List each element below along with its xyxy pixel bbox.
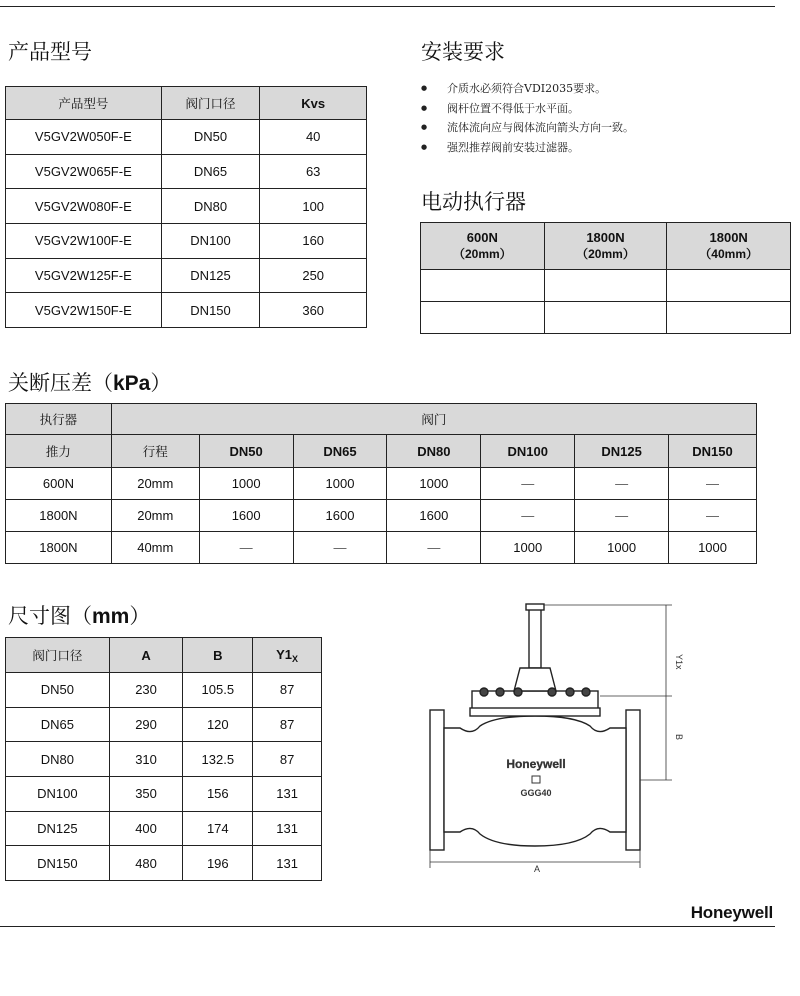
pressure-value-cell: 1600 xyxy=(387,500,481,532)
table-row xyxy=(6,120,367,155)
y1-label: Y1 xyxy=(276,646,293,662)
model-section-title: 产品型号 xyxy=(8,40,92,64)
pressure-value-cell: — xyxy=(669,500,757,532)
pressure-title-end: ） xyxy=(150,371,172,395)
pressure-value-cell: 1000 xyxy=(575,532,669,564)
dn-header: DN100 xyxy=(481,435,575,468)
pressure-value-cell: — xyxy=(575,500,669,532)
table-cell: DN80 xyxy=(161,189,260,224)
table-cell: V5GV2W125F-E xyxy=(6,258,162,293)
list-item: ● 阀杆位置不得低于水平面。 xyxy=(421,99,781,119)
pressure-value-cell: — xyxy=(293,532,387,564)
dn-header: DN80 xyxy=(387,435,481,468)
bottom-rule xyxy=(0,926,775,927)
model-table xyxy=(5,86,367,328)
table-cell: 196 xyxy=(183,846,253,881)
actuator-header xyxy=(667,223,791,270)
table-cell: V5GV2W100F-E xyxy=(6,224,162,259)
y1-subscript: X xyxy=(292,653,299,664)
dimension-title-end: ） xyxy=(129,604,151,628)
table-row xyxy=(6,468,757,500)
table-cell: 131 xyxy=(253,811,322,846)
actuator-label: 执行器 xyxy=(6,404,112,435)
table-cell: V5GV2W050F-E xyxy=(6,120,162,155)
pressure-value-cell: — xyxy=(199,532,293,564)
pressure-value-cell: — xyxy=(481,500,575,532)
install-section-title: 安装要求 xyxy=(421,40,505,64)
table-cell: DN50 xyxy=(6,673,110,708)
table-row xyxy=(6,811,322,846)
table-cell: 63 xyxy=(260,154,367,189)
table-cell: 350 xyxy=(109,777,183,812)
table-cell: 132.5 xyxy=(183,742,253,777)
table-cell: 250 xyxy=(260,258,367,293)
table-row xyxy=(6,707,322,742)
dimension-header: A xyxy=(109,638,183,673)
table-cell: DN65 xyxy=(161,154,260,189)
pressure-title-unit: kPa xyxy=(113,372,151,395)
stroke-label: 行程 xyxy=(111,435,199,468)
dimension-b-label: B xyxy=(674,734,684,741)
model-header: 阀门口径 xyxy=(161,87,260,120)
table-row xyxy=(6,224,367,259)
right-flange xyxy=(626,710,640,850)
table-cell: DN100 xyxy=(6,777,110,812)
pressure-table xyxy=(5,403,757,564)
actuator-force: 1800N xyxy=(709,230,748,245)
pressure-value-cell: 1000 xyxy=(387,468,481,500)
thrust-cell: 600N xyxy=(6,468,112,500)
table-row xyxy=(6,742,322,777)
pressure-section-title xyxy=(8,367,171,397)
pressure-value-cell: — xyxy=(481,468,575,500)
honeywell-logo: Honeywell xyxy=(690,903,773,922)
valve-stem xyxy=(529,608,541,668)
drawing-material: GGG40 xyxy=(520,788,552,798)
table-cell: 100 xyxy=(260,189,367,224)
valve-body xyxy=(444,716,626,846)
table-cell: DN100 xyxy=(161,224,260,259)
table-cell: 310 xyxy=(109,742,183,777)
model-header: 产品型号 xyxy=(6,87,162,120)
table-row xyxy=(6,532,757,564)
dimension-section-title xyxy=(8,600,150,630)
table-row xyxy=(6,846,322,881)
valve-label: 阀门 xyxy=(111,404,756,435)
table-cell: DN125 xyxy=(6,811,110,846)
stroke-cell: 20mm xyxy=(111,468,199,500)
thrust-cell: 1800N xyxy=(6,500,112,532)
table-cell: V5GV2W150F-E xyxy=(6,293,162,328)
actuator-table xyxy=(420,222,791,334)
table-row xyxy=(6,154,367,189)
dn-header: DN150 xyxy=(669,435,757,468)
table-cell: 156 xyxy=(183,777,253,812)
dimension-header: B xyxy=(183,638,253,673)
table-row xyxy=(6,189,367,224)
thrust-cell: 1800N xyxy=(6,532,112,564)
dimension-header: 阀门口径 xyxy=(6,638,110,673)
table-row xyxy=(6,258,367,293)
pressure-value-cell: 1000 xyxy=(199,468,293,500)
table-cell: DN50 xyxy=(161,120,260,155)
actuator-section-title: 电动执行器 xyxy=(421,190,526,214)
install-requirements-list xyxy=(421,79,781,157)
empty-cell xyxy=(667,270,791,302)
table-cell: 360 xyxy=(260,293,367,328)
pressure-value-cell: 1600 xyxy=(293,500,387,532)
pressure-value-cell: — xyxy=(575,468,669,500)
table-cell: 131 xyxy=(253,846,322,881)
table-row xyxy=(6,293,367,328)
pressure-value-cell: 1600 xyxy=(199,500,293,532)
empty-cell xyxy=(667,302,791,334)
list-item: ● 介质水必须符合VDI2035要求。 xyxy=(421,79,781,99)
dimension-title-text: 尺寸图（ xyxy=(8,604,92,628)
empty-cell xyxy=(544,302,667,334)
table-cell: DN125 xyxy=(161,258,260,293)
table-cell: DN150 xyxy=(161,293,260,328)
dimension-table xyxy=(5,637,322,881)
table-cell: 400 xyxy=(109,811,183,846)
pressure-title-text: 关断压差（ xyxy=(8,371,113,395)
table-cell: DN65 xyxy=(6,707,110,742)
actuator-header xyxy=(544,223,667,270)
pressure-value-cell: — xyxy=(669,468,757,500)
table-cell: 480 xyxy=(109,846,183,881)
pressure-value-cell: 1000 xyxy=(669,532,757,564)
list-item: ● 流体流向应与阀体流向箭头方向一致。 xyxy=(421,118,781,138)
stroke-cell: 40mm xyxy=(111,532,199,564)
empty-cell xyxy=(421,302,545,334)
empty-cell xyxy=(421,270,545,302)
top-rule xyxy=(0,6,775,7)
table-cell: 87 xyxy=(253,673,322,708)
actuator-force: 1800N xyxy=(586,230,625,245)
table-row xyxy=(6,777,322,812)
table-cell: DN150 xyxy=(6,846,110,881)
table-cell: 120 xyxy=(183,707,253,742)
pressure-value-cell: — xyxy=(387,532,481,564)
table-cell: 290 xyxy=(109,707,183,742)
dimension-title-unit: mm xyxy=(92,605,130,628)
table-cell: 40 xyxy=(260,120,367,155)
dimension-header xyxy=(253,638,322,673)
pressure-value-cell: 1000 xyxy=(293,468,387,500)
table-cell: 131 xyxy=(253,777,322,812)
table-row xyxy=(6,673,322,708)
table-cell: 87 xyxy=(253,742,322,777)
table-row xyxy=(6,500,757,532)
dimension-a-label: A xyxy=(533,864,541,874)
model-header: Kvs xyxy=(260,87,367,120)
table-cell: V5GV2W080F-E xyxy=(6,189,162,224)
stroke-cell: 20mm xyxy=(111,500,199,532)
left-flange xyxy=(430,710,444,850)
thrust-label: 推力 xyxy=(6,435,112,468)
actuator-stroke: （20mm） xyxy=(452,247,512,261)
table-cell: 174 xyxy=(183,811,253,846)
actuator-stroke: （20mm） xyxy=(576,247,635,261)
actuator-header xyxy=(421,223,545,270)
table-cell: 87 xyxy=(253,707,322,742)
actuator-force: 600N xyxy=(466,230,498,245)
table-cell: 230 xyxy=(109,673,183,708)
empty-cell xyxy=(544,270,667,302)
table-cell: 160 xyxy=(260,224,367,259)
dn-header: DN125 xyxy=(575,435,669,468)
drawing-brand-cast: Honeywell xyxy=(506,757,566,771)
valve-dimension-drawing xyxy=(420,596,700,876)
table-cell: 105.5 xyxy=(183,673,253,708)
dimension-y-label: Y1x xyxy=(674,654,684,670)
list-item: ● 强烈推荐阀前安装过滤器。 xyxy=(421,138,781,158)
dn-header: DN65 xyxy=(293,435,387,468)
dn-header: DN50 xyxy=(199,435,293,468)
actuator-stroke: （40mm） xyxy=(699,247,758,261)
table-cell: DN80 xyxy=(6,742,110,777)
pressure-value-cell: 1000 xyxy=(481,532,575,564)
table-cell: V5GV2W065F-E xyxy=(6,154,162,189)
